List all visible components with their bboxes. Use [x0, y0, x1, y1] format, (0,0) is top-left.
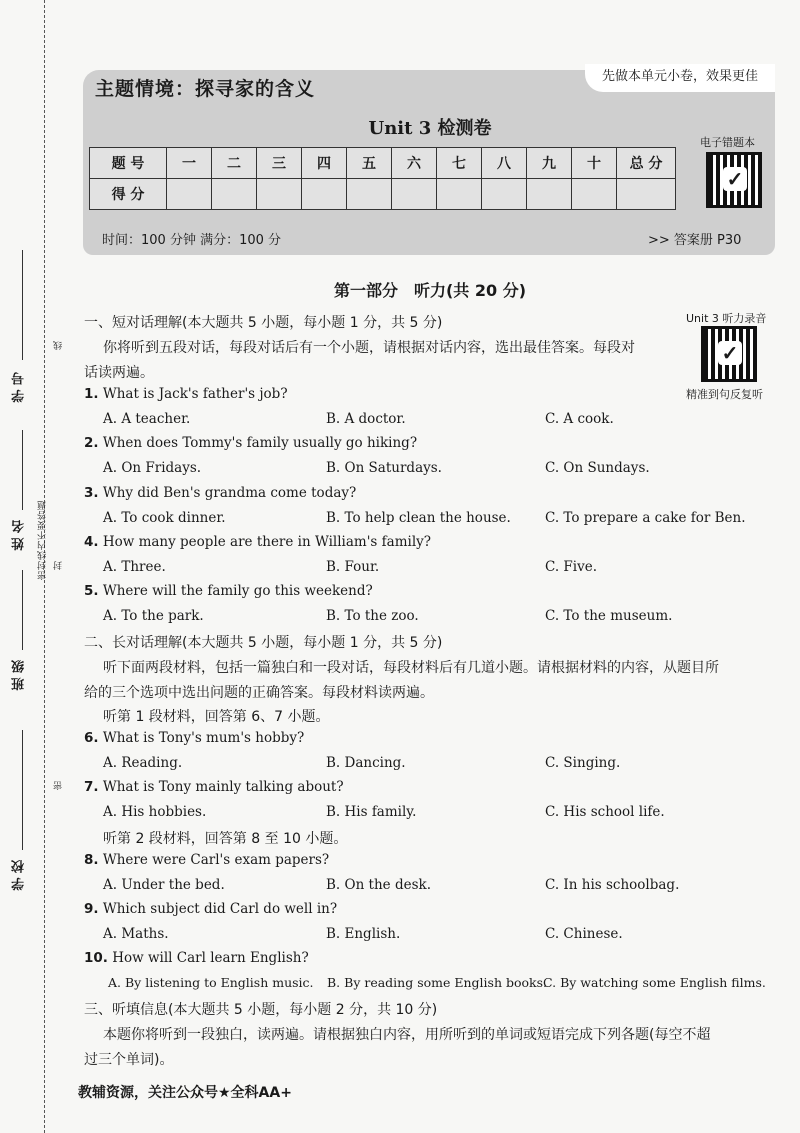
- question-10: 10. How will Carl learn English?: [84, 950, 309, 966]
- question-1: 1. What is Jack's father's job?: [84, 386, 288, 402]
- check-icon: ✓: [723, 167, 747, 191]
- question-7: 7. What is Tony mainly talking about?: [84, 779, 344, 795]
- score-table-header-row: [90, 148, 676, 179]
- option-b[interactable]: B. To the zoo.: [326, 608, 419, 624]
- score-header-cell: 七: [437, 148, 482, 179]
- score-header-cell: 题 号: [90, 148, 167, 179]
- name-blank: [22, 430, 23, 510]
- question-4: 4. How many people are there in William's family?: [84, 534, 432, 550]
- section-2-heading: 二、长对话理解(本大题共 5 小题，每小题 1 分，共 5 分): [84, 635, 443, 651]
- part-title: 第一部分 听力(共 20 分): [333, 281, 527, 300]
- question-8: 8. Where were Carl's exam papers?: [84, 852, 330, 868]
- section-2-instruction: 听下面两段材料，包括一篇独白和一段对话，每段材料后有几道小题。请根据材料的内容，从题目所: [103, 660, 719, 676]
- qr-error-book-label: 电子错题本: [700, 136, 755, 149]
- option-c[interactable]: C. To prepare a cake for Ben.: [545, 510, 746, 526]
- section-1-instruction: 话读两遍。: [84, 365, 154, 381]
- score-header-cell: 十: [572, 148, 617, 179]
- score-input-cell[interactable]: [437, 179, 482, 210]
- name-label: 姓 名: [12, 520, 27, 551]
- option-c[interactable]: C. His school life.: [545, 804, 665, 820]
- option-a[interactable]: A. Three.: [103, 559, 166, 575]
- seal-mark-line: 线: [54, 340, 64, 350]
- question-3: 3. Why did Ben's grandma come today?: [84, 485, 357, 501]
- score-table-score-row: [90, 179, 676, 210]
- option-b[interactable]: B. On Saturdays.: [326, 460, 442, 476]
- option-c[interactable]: C. To the museum.: [545, 608, 673, 624]
- score-input-cell[interactable]: [302, 179, 347, 210]
- student-id-label: 学 号: [12, 372, 27, 403]
- option-a[interactable]: A. A teacher.: [103, 411, 191, 427]
- section-2-instruction: 给的三个选项中选出问题的正确答案。每段材料读两遍。: [84, 685, 434, 701]
- score-header-cell: 六: [392, 148, 437, 179]
- option-b[interactable]: B. A doctor.: [326, 411, 406, 427]
- option-c[interactable]: C. By watching some English films.: [543, 975, 766, 990]
- material-1-note: 听第 1 段材料，回答第 6、7 小题。: [103, 709, 330, 725]
- qr-audio-label: Unit 3 听力录音: [686, 312, 767, 325]
- score-input-cell[interactable]: [347, 179, 392, 210]
- binding-margin: [0, 0, 70, 1133]
- unit-title: Unit 3 检测卷: [368, 118, 492, 139]
- option-a[interactable]: A. Reading.: [103, 755, 183, 771]
- score-header-cell: 二: [212, 148, 257, 179]
- class-blank: [22, 570, 23, 650]
- answer-reference: >> 答案册 P30: [648, 233, 742, 248]
- score-header-cell: 四: [302, 148, 347, 179]
- question-6: 6. What is Tony's mum's hobby?: [84, 730, 305, 746]
- option-b[interactable]: B. By reading some English books.: [327, 975, 547, 990]
- student-id-blank: [22, 250, 23, 360]
- score-header-cell: 五: [347, 148, 392, 179]
- qr-audio-icon[interactable]: [701, 326, 757, 382]
- school-blank: [22, 730, 23, 850]
- school-label: 学 校: [12, 860, 27, 891]
- question-5: 5. Where will the family go this weekend?: [84, 583, 373, 599]
- qr-audio-caption: 精准到句反复听: [686, 388, 763, 401]
- score-input-cell[interactable]: [617, 179, 676, 210]
- option-b[interactable]: B. Dancing.: [326, 755, 406, 771]
- score-input-cell[interactable]: [572, 179, 617, 210]
- score-header-cell: 一: [167, 148, 212, 179]
- option-c[interactable]: C. Five.: [545, 559, 598, 575]
- score-header-cell: 总 分: [617, 148, 676, 179]
- score-input-cell[interactable]: [392, 179, 437, 210]
- option-a[interactable]: A. His hobbies.: [103, 804, 207, 820]
- option-b[interactable]: B. On the desk.: [326, 877, 431, 893]
- section-1-instruction: 你将听到五段对话，每段对话后有一个小题，请根据对话内容，选出最佳答案。每段对: [103, 340, 635, 356]
- option-b[interactable]: B. His family.: [326, 804, 417, 820]
- section-1-heading: 一、短对话理解(本大题共 5 小题，每小题 1 分，共 5 分): [84, 315, 443, 331]
- option-a[interactable]: A. On Fridays.: [103, 460, 202, 476]
- section-3-instruction: 过三个单词)。: [84, 1052, 174, 1068]
- option-a[interactable]: A. Maths.: [103, 926, 169, 942]
- option-b[interactable]: B. English.: [326, 926, 401, 942]
- option-a[interactable]: A. To the park.: [103, 608, 204, 624]
- exam-meta: 时间：100 分钟 满分：100 分: [102, 233, 282, 248]
- question-2: 2. When does Tommy's family usually go hiking?: [84, 435, 418, 451]
- section-3-instruction: 本题你将听到一段独白，读两遍。请根据独白内容，用所听到的单词或短语完成下列各题(每空不超: [103, 1027, 711, 1043]
- seal-mark-seal: 封: [54, 560, 64, 570]
- footer-watermark: 教辅资源，关注公众号★全科AA+: [78, 1085, 292, 1101]
- option-c[interactable]: C. On Sundays.: [545, 460, 650, 476]
- score-header-cell: 九: [527, 148, 572, 179]
- score-header-cell: 三: [257, 148, 302, 179]
- question-9: 9. Which subject did Carl do well in?: [84, 901, 338, 917]
- qr-code-icon[interactable]: [706, 152, 762, 208]
- option-a[interactable]: A. To cook dinner.: [103, 510, 226, 526]
- score-input-cell[interactable]: [212, 179, 257, 210]
- score-input-cell[interactable]: [167, 179, 212, 210]
- seal-mark-secret: 密: [54, 780, 64, 790]
- check-icon: ✓: [718, 341, 742, 365]
- topic-title: 主题情境：探寻家的含义: [95, 78, 316, 100]
- option-b[interactable]: B. Four.: [326, 559, 380, 575]
- score-header-cell: 八: [482, 148, 527, 179]
- class-label: 班 级: [12, 660, 27, 691]
- option-a[interactable]: A. By listening to English music.: [108, 975, 314, 990]
- seal-note: 密封线内不要答题: [38, 500, 48, 580]
- score-table: [89, 147, 676, 210]
- option-c[interactable]: C. In his schoolbag.: [545, 877, 680, 893]
- option-c[interactable]: C. A cook.: [545, 411, 614, 427]
- option-a[interactable]: A. Under the bed.: [103, 877, 225, 893]
- score-input-cell[interactable]: [257, 179, 302, 210]
- score-input-cell[interactable]: [527, 179, 572, 210]
- score-input-cell[interactable]: [482, 179, 527, 210]
- option-b[interactable]: B. To help clean the house.: [326, 510, 511, 526]
- option-c[interactable]: C. Chinese.: [545, 926, 623, 942]
- header-tip: 先做本单元小卷，效果更佳: [585, 64, 775, 92]
- score-row-label: 得 分: [90, 179, 167, 210]
- section-3-heading: 三、听填信息(本大题共 5 小题，每小题 2 分，共 10 分): [84, 1002, 438, 1018]
- material-2-note: 听第 2 段材料，回答第 8 至 10 小题。: [103, 831, 348, 847]
- option-c[interactable]: C. Singing.: [545, 755, 621, 771]
